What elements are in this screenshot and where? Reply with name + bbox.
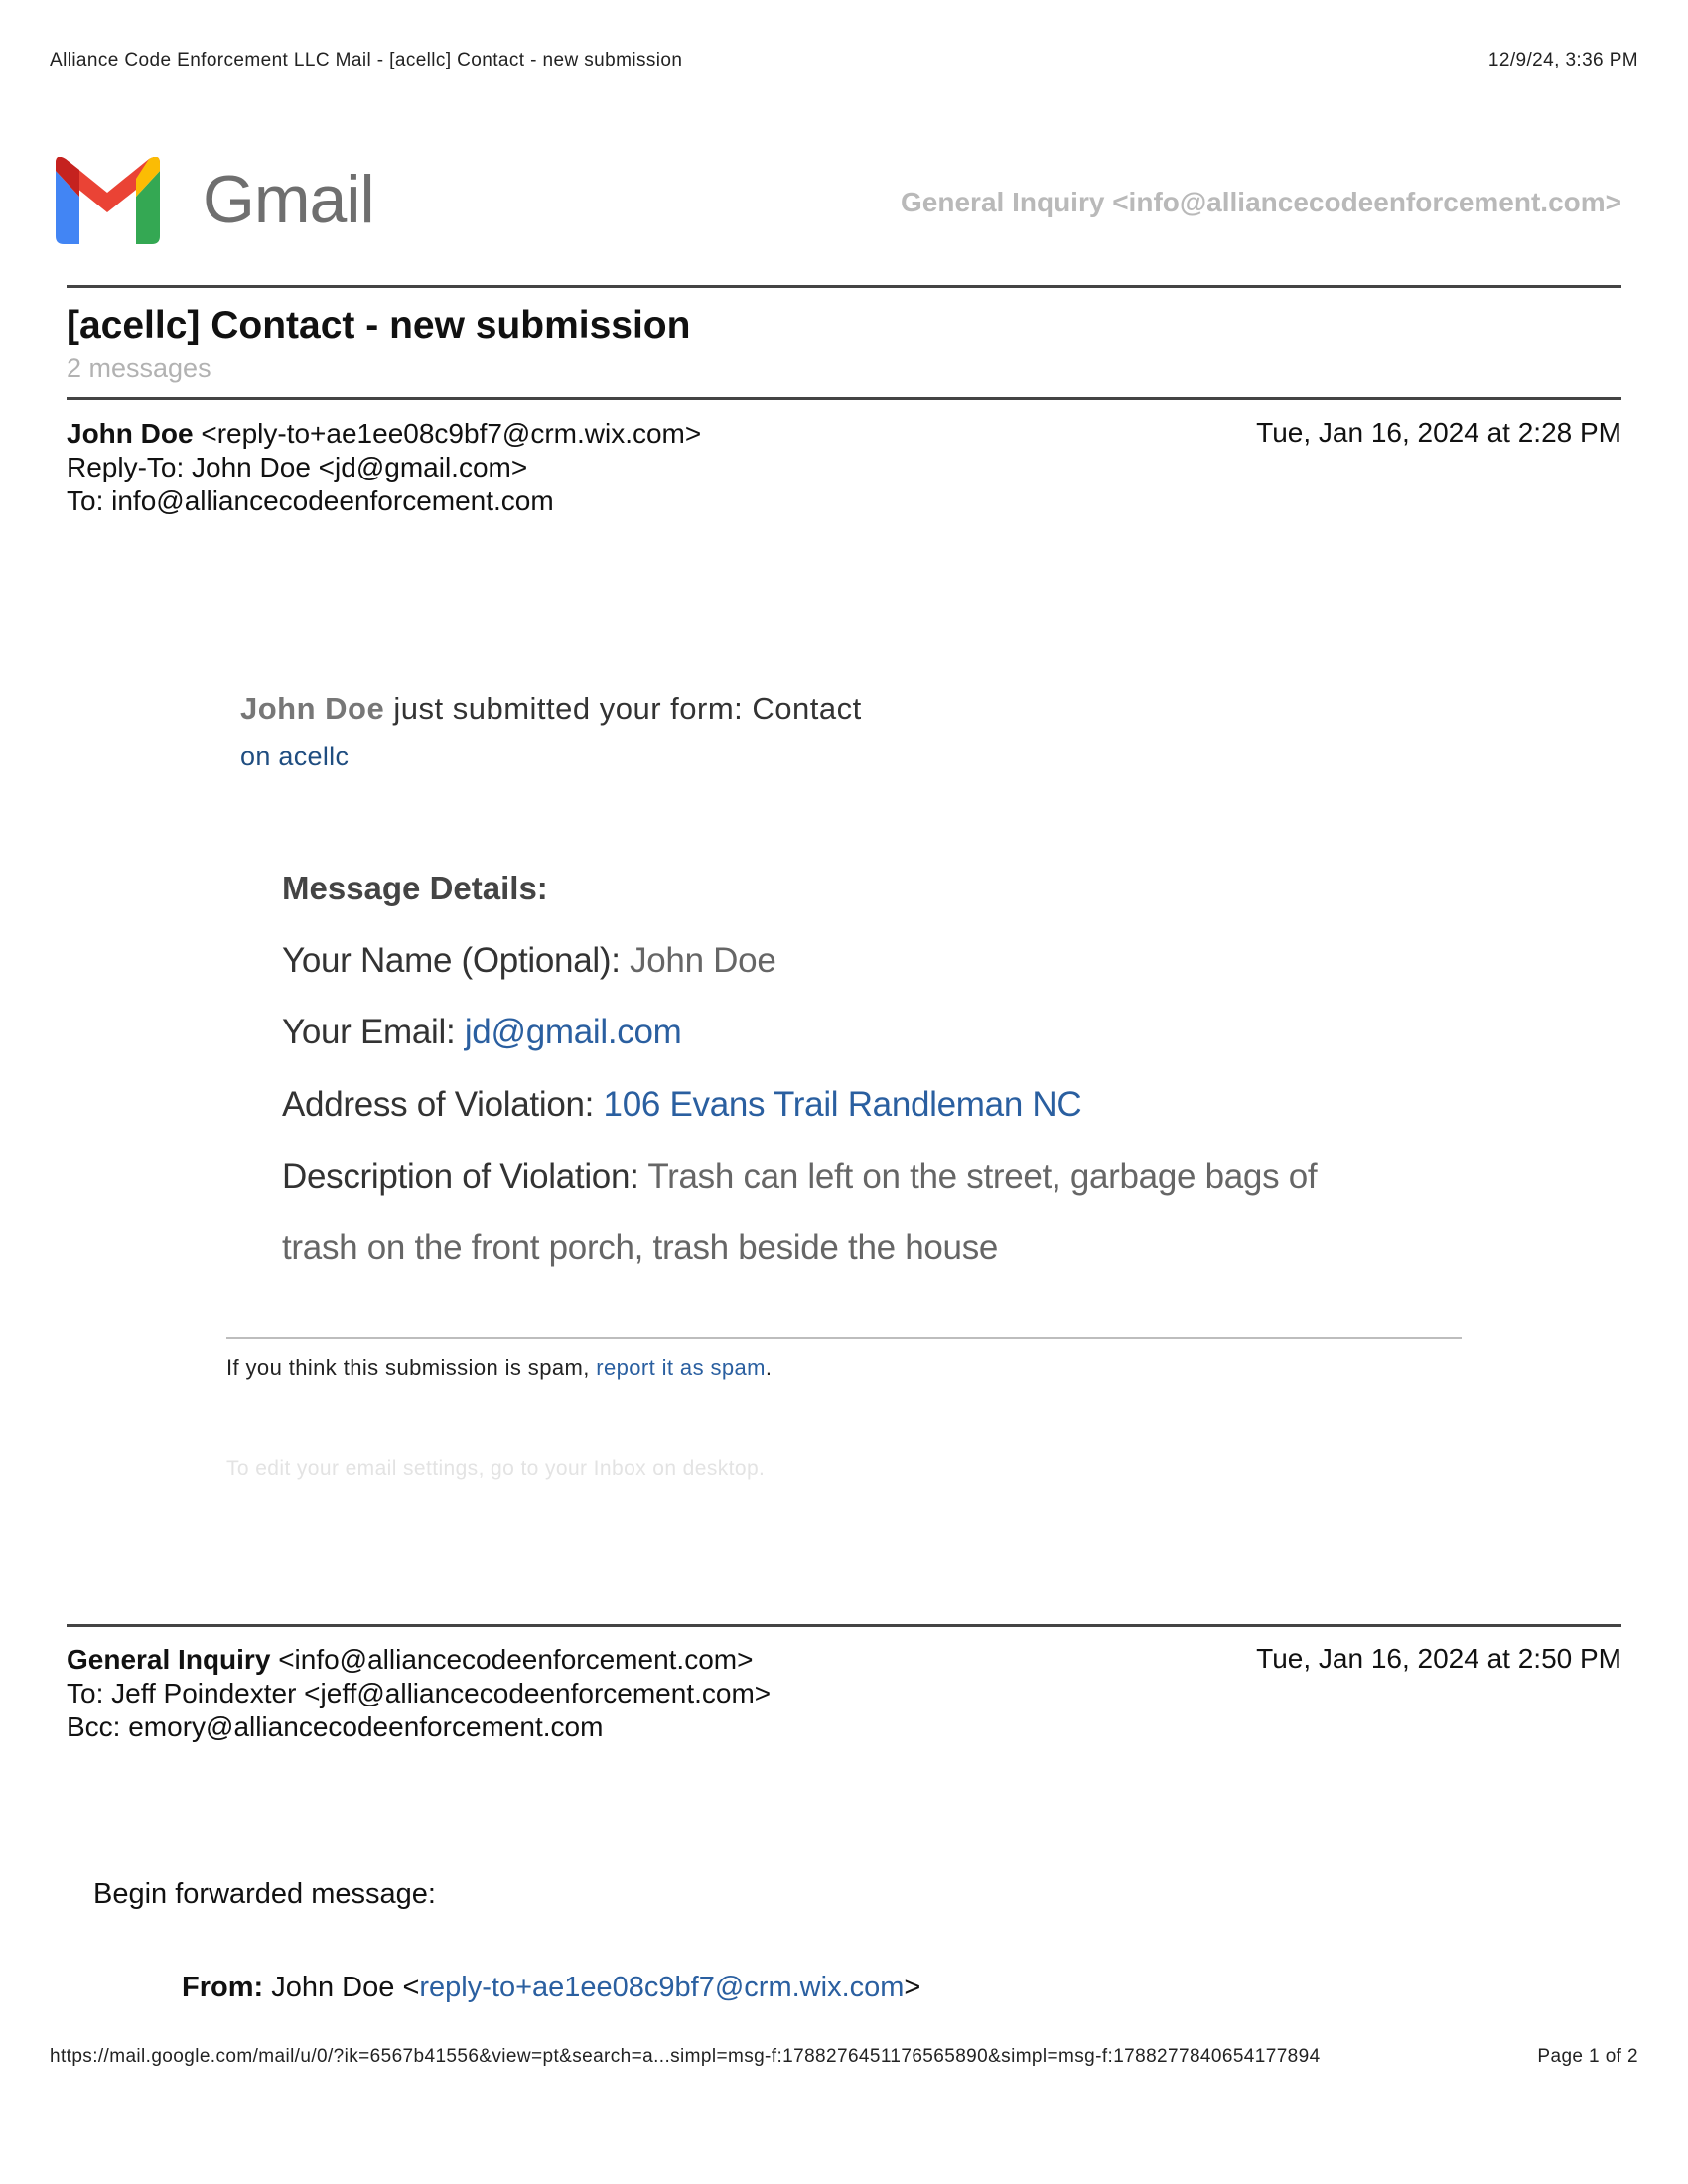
account-label: General Inquiry <info@alliancecodeenforcement.com> bbox=[901, 187, 1621, 217]
message1-date: Tue, Jan 16, 2024 at 2:28 PM bbox=[1256, 417, 1621, 448]
message1-from bbox=[67, 417, 701, 451]
detail-value: trash on the front porch, trash beside the house bbox=[282, 1228, 999, 1267]
settings-notice: To edit your email settings, go to your Inbox on desktop. bbox=[226, 1457, 766, 1480]
detail-name bbox=[282, 941, 776, 981]
sender-address: <info@alliancecodeenforcement.com> bbox=[278, 1644, 754, 1675]
from-label: From: bbox=[182, 1972, 264, 2003]
message-count: 2 messages bbox=[67, 353, 211, 383]
sender-address: <reply-to+ae1ee08c9bf7@crm.wix.com> bbox=[201, 418, 702, 449]
message1-to: To: info@alliancecodeenforcement.com bbox=[67, 485, 554, 516]
message2-from bbox=[67, 1643, 753, 1677]
message2-date: Tue, Jan 16, 2024 at 2:50 PM bbox=[1256, 1643, 1621, 1674]
report-spam-link[interactable]: report it as spam bbox=[596, 1355, 766, 1380]
bracket-close: > bbox=[904, 1972, 921, 2003]
submitter-name: John Doe bbox=[240, 691, 385, 726]
submission-text: just submitted your form: Contact bbox=[393, 691, 862, 726]
forward-begin: Begin forwarded message: bbox=[93, 1878, 436, 1910]
print-header-date: 12/9/24, 3:36 PM bbox=[1487, 50, 1638, 70]
site-link[interactable]: on acellc bbox=[240, 742, 350, 771]
forward-sender-name: John Doe bbox=[271, 1972, 395, 2003]
page-number: Page 1 of 2 bbox=[1537, 2046, 1638, 2067]
detail-email bbox=[282, 1013, 681, 1052]
divider bbox=[67, 397, 1621, 400]
divider bbox=[226, 1337, 1462, 1339]
message2-bcc: Bcc: emory@alliancecodeenforcement.com bbox=[67, 1711, 604, 1742]
thread-subject: [acellc] Contact - new submission bbox=[67, 304, 691, 346]
divider bbox=[67, 1624, 1621, 1627]
details-heading: Message Details: bbox=[282, 870, 548, 906]
email-link[interactable]: jd@gmail.com bbox=[464, 1013, 682, 1051]
detail-value: Trash can left on the street, garbage bags of bbox=[647, 1158, 1318, 1196]
message2-to: To: Jeff Poindexter <jeff@alliancecodeenforcement.com> bbox=[67, 1678, 772, 1708]
divider bbox=[67, 285, 1621, 288]
gmail-logo-icon bbox=[56, 157, 160, 244]
detail-description bbox=[282, 1158, 1317, 1197]
bracket-open: < bbox=[402, 1972, 420, 2003]
spam-notice bbox=[226, 1355, 772, 1381]
detail-label: Address of Violation: bbox=[282, 1085, 595, 1124]
period: . bbox=[765, 1355, 773, 1380]
detail-value: John Doe bbox=[630, 941, 776, 980]
footer-url: https://mail.google.com/mail/u/0/?ik=6567b41556&view=pt&search=a...simpl=msg-f:1788276451176565890&simpl=msg-f:1788277840654177894 bbox=[50, 2046, 1321, 2067]
gmail-wordmark: Gmail bbox=[203, 162, 374, 237]
sender-name: John Doe bbox=[67, 418, 194, 449]
print-header-title: Alliance Code Enforcement LLC Mail - [acellc] Contact - new submission bbox=[50, 50, 683, 70]
detail-address bbox=[282, 1085, 1081, 1125]
message1-reply-to: Reply-To: John Doe <jd@gmail.com> bbox=[67, 452, 528, 482]
detail-label: Your Name (Optional): bbox=[282, 941, 621, 980]
forward-sender-link[interactable]: reply-to+ae1ee08c9bf7@crm.wix.com bbox=[419, 1972, 905, 2003]
submission-notice bbox=[240, 691, 862, 727]
detail-description-cont bbox=[282, 1228, 998, 1268]
spam-text: If you think this submission is spam, bbox=[226, 1355, 590, 1380]
sender-name: General Inquiry bbox=[67, 1644, 271, 1675]
address-link[interactable]: 106 Evans Trail Randleman NC bbox=[603, 1085, 1082, 1124]
detail-label: Your Email: bbox=[282, 1013, 456, 1051]
detail-label: Description of Violation: bbox=[282, 1158, 639, 1196]
forward-from bbox=[182, 1972, 920, 2004]
